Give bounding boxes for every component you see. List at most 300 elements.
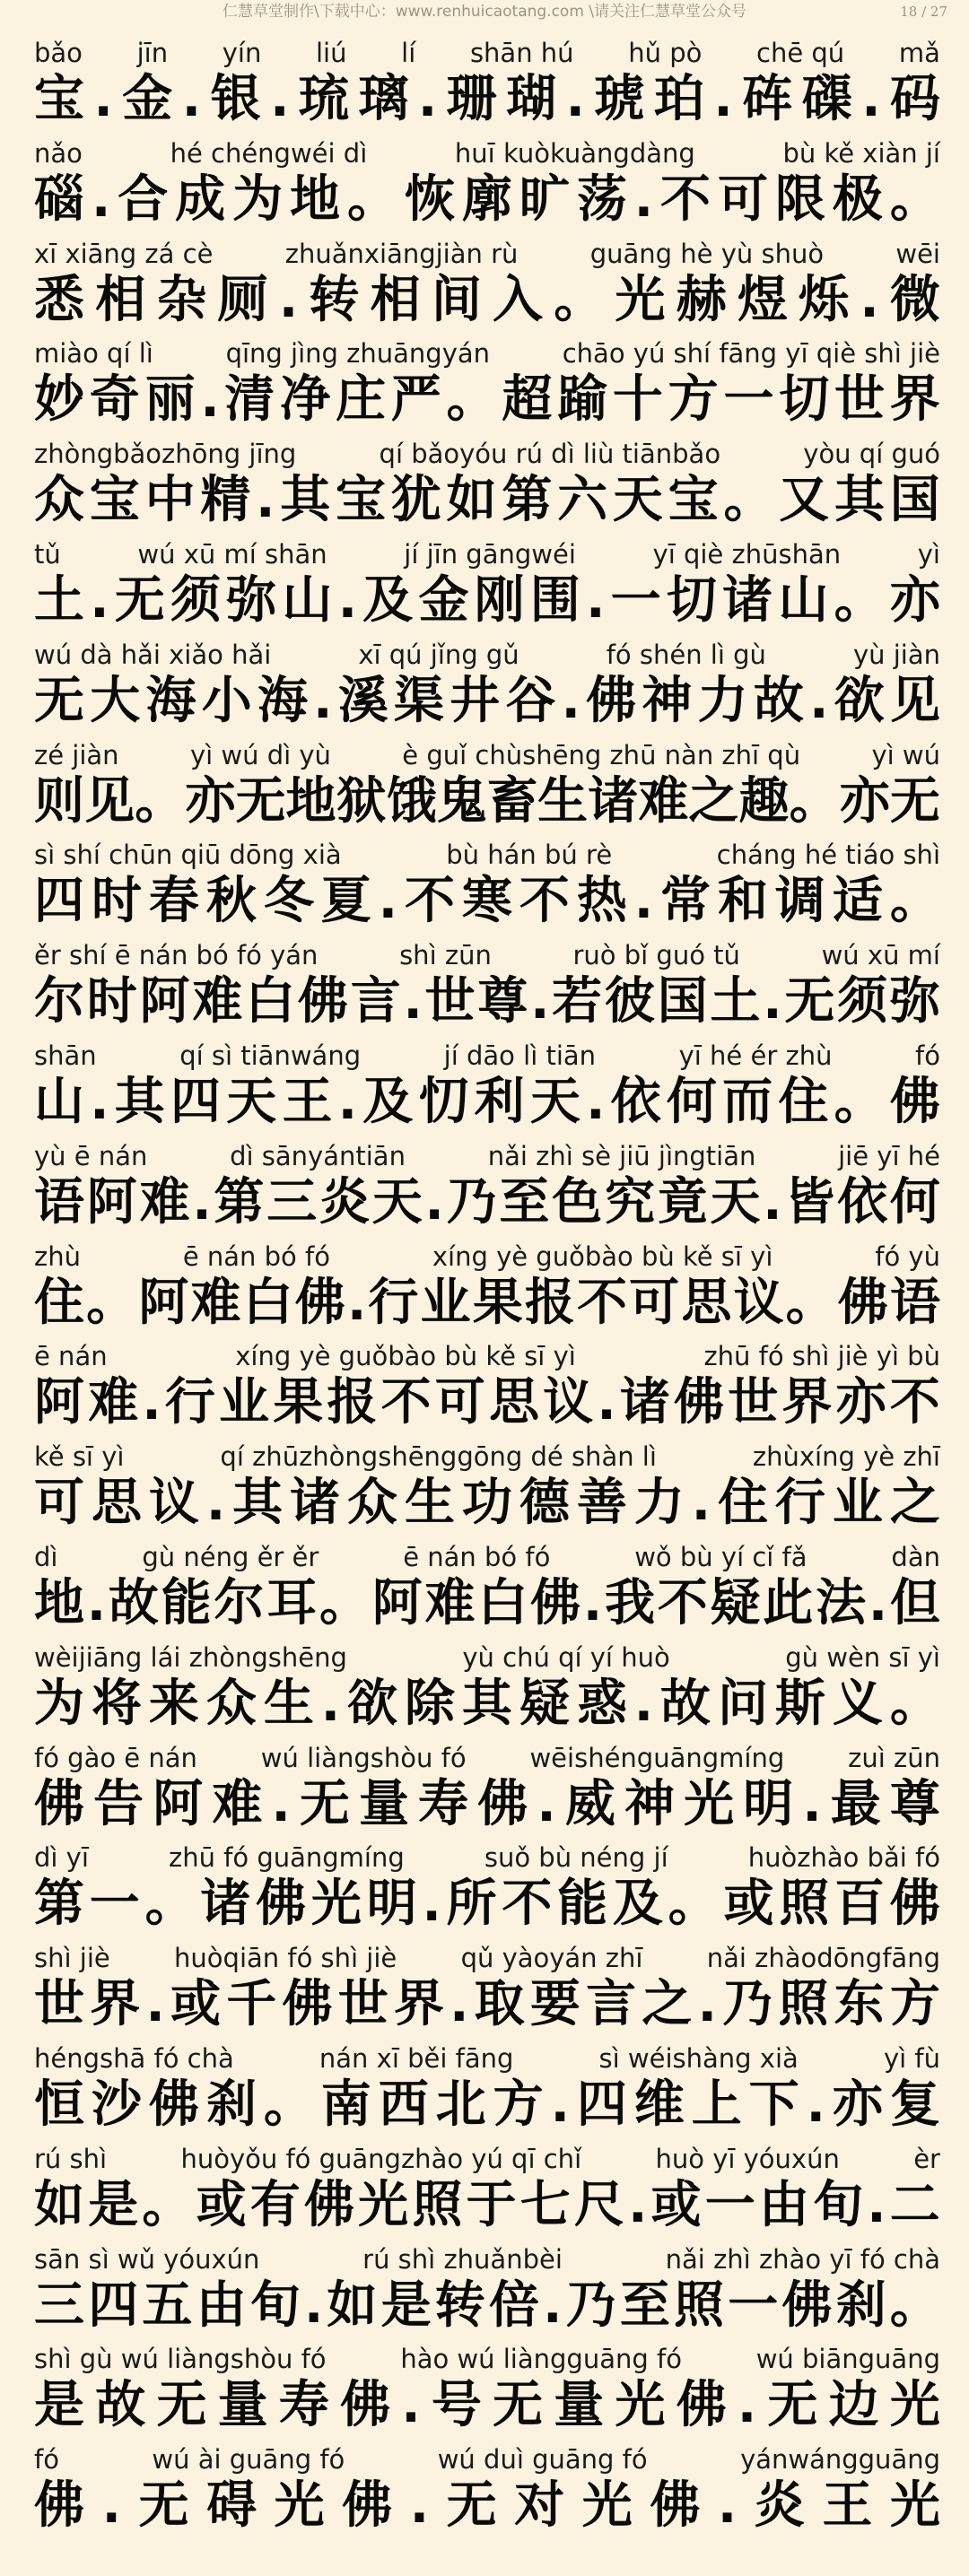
hanzi-char: 佛 bbox=[340, 2376, 391, 2435]
hanzi-char: 边 bbox=[828, 2376, 879, 2435]
hanzi-char: 疑 bbox=[519, 1674, 570, 1733]
pinyin-group: huī kuòkuàngdàng bbox=[454, 137, 695, 169]
hanzi-char: 极 bbox=[832, 170, 883, 229]
hanzi-char: 。 bbox=[446, 370, 497, 430]
pinyin-group: chāo yú shí fāng yī qiè shì jiè bbox=[562, 338, 940, 370]
hanzi-char: 见 bbox=[84, 771, 135, 831]
pinyin-group: zuì zūn bbox=[848, 1742, 940, 1773]
hanzi-char: 众 bbox=[34, 471, 84, 530]
hanzi-char: 寒 bbox=[461, 872, 512, 931]
hanzi-char: . bbox=[691, 1474, 711, 1533]
hanzi-char: 一 bbox=[704, 2175, 755, 2234]
hanzi-char: 超 bbox=[502, 370, 553, 430]
pinyin-group: yù ē nán bbox=[34, 1140, 148, 1171]
text-line bbox=[34, 1039, 940, 1139]
hanzi-char: 白 bbox=[245, 972, 296, 1031]
hanzi-char: 不 bbox=[404, 872, 455, 931]
hanzi-char: 阿 bbox=[34, 1373, 84, 1432]
pinyin-group: yì wú dì yù bbox=[189, 739, 331, 770]
hanzi-char: 阿 bbox=[138, 1273, 189, 1332]
hanzi-char: 或 bbox=[650, 2175, 702, 2234]
text-line bbox=[34, 1240, 940, 1340]
hanzi-char: 三 bbox=[266, 1172, 318, 1231]
hanzi-char: 琥 bbox=[594, 70, 645, 128]
hanzi-char: 无 bbox=[299, 1774, 350, 1833]
hanzi-char: 界 bbox=[781, 1373, 833, 1432]
pinyin-group: dì bbox=[34, 1541, 58, 1572]
hanzi-char: 热 bbox=[576, 872, 627, 931]
hanzi-char: 。 bbox=[135, 771, 186, 831]
pinyin-row bbox=[34, 537, 940, 571]
hanzi-char: 寿 bbox=[418, 1774, 469, 1833]
hanzi-char: 生 bbox=[263, 1674, 314, 1733]
hanzi-char: 佛 bbox=[586, 671, 637, 730]
hanzi-char: 奇 bbox=[89, 370, 140, 430]
hanzi-char: 难 bbox=[139, 1172, 190, 1231]
hanzi-char: 最 bbox=[830, 1774, 881, 1833]
hanzi-char: 尊 bbox=[889, 1774, 940, 1833]
hanzi-char: . bbox=[867, 2175, 886, 2234]
pinyin-group: zé jiàn bbox=[34, 739, 119, 770]
pinyin-group: sān sì wǔ yóuxún bbox=[34, 2243, 260, 2275]
text-line bbox=[34, 638, 940, 738]
pinyin-group: nán xī běi fāng bbox=[319, 2042, 514, 2074]
pinyin-group: wú xū mí bbox=[821, 940, 940, 971]
text-line bbox=[34, 1640, 940, 1741]
pinyin-group: wú dà hǎi xiǎo hǎi bbox=[34, 639, 272, 670]
hanzi-char: 光 bbox=[889, 2376, 940, 2435]
hanzi-char: 微 bbox=[889, 270, 940, 329]
hanzi-char: 方 bbox=[889, 1975, 940, 2034]
text-line bbox=[34, 437, 940, 537]
hanzi-char: 或 bbox=[170, 1975, 221, 2034]
hanzi-char: 时 bbox=[91, 872, 142, 931]
hanzi-char: 佛 bbox=[342, 2476, 393, 2536]
hanzi-char: 佛 bbox=[477, 1774, 528, 1833]
hanzi-char: 畜 bbox=[486, 771, 537, 831]
hanzi-char: . bbox=[93, 70, 113, 128]
pinyin-group: hǔ pò bbox=[628, 38, 703, 68]
hanzi-char: . bbox=[543, 2276, 563, 2335]
hanzi-char: 。 bbox=[889, 170, 940, 229]
hanzi-char: 又 bbox=[779, 471, 830, 530]
hanzi-char: 我 bbox=[604, 1573, 655, 1632]
pinyin-group: wú biānguāng bbox=[755, 2344, 940, 2375]
hanzi-char: 恒 bbox=[34, 2075, 84, 2134]
hanzi-row bbox=[34, 571, 940, 631]
pinyin-group: qí zhūzhòngshēnggōng dé shàn lì bbox=[220, 1441, 657, 1473]
hanzi-char: 恢 bbox=[404, 170, 455, 229]
hanzi-char: 其 bbox=[280, 471, 331, 530]
hanzi-char: 七 bbox=[519, 2175, 571, 2234]
hanzi-row bbox=[34, 170, 940, 230]
pinyin-group: jí jīn gāngwéi bbox=[404, 538, 576, 570]
header-title: 仁慧草堂制作\下载中心：www.renhuicaotang.com \请关注仁慧草堂公众号 bbox=[222, 3, 747, 21]
pinyin-group: liú bbox=[316, 38, 347, 68]
hanzi-char: 斯 bbox=[774, 1674, 825, 1733]
hanzi-char: 量 bbox=[359, 1774, 410, 1833]
hanzi-char: . bbox=[256, 471, 275, 530]
hanzi-char: . bbox=[403, 972, 423, 1031]
pinyin-group: fó bbox=[34, 2444, 59, 2476]
hanzi-char: 。 bbox=[668, 1875, 719, 1934]
hanzi-char: 义 bbox=[832, 1674, 883, 1733]
hanzi-char: 无 bbox=[889, 771, 940, 831]
hanzi-char: 佛 bbox=[34, 2476, 84, 2536]
hanzi-char: 无 bbox=[767, 2376, 818, 2435]
hanzi-char: 何 bbox=[666, 1072, 717, 1131]
hanzi-char: 之 bbox=[688, 771, 739, 831]
hanzi-row bbox=[34, 972, 940, 1031]
hanzi-char: 金 bbox=[122, 70, 173, 128]
hanzi-char: 忉 bbox=[418, 1072, 469, 1131]
hanzi-char: 无 bbox=[235, 771, 286, 831]
hanzi-char: 光 bbox=[581, 2476, 633, 2536]
hanzi-char: 一 bbox=[723, 370, 774, 430]
text-line bbox=[34, 1440, 940, 1540]
hanzi-char: 时 bbox=[86, 972, 137, 1031]
hanzi-row bbox=[34, 1073, 940, 1132]
hanzi-char: 。 bbox=[834, 570, 885, 630]
hanzi-char: 。 bbox=[263, 2075, 314, 2134]
hanzi-char: 无 bbox=[34, 671, 84, 730]
hanzi-char: 佛 bbox=[148, 2075, 199, 2134]
hanzi-char: 尺 bbox=[573, 2175, 624, 2234]
hanzi-char: 亦 bbox=[839, 771, 890, 831]
pinyin-group: ruò bǐ guó tǔ bbox=[572, 940, 740, 971]
hanzi-char: 。 bbox=[554, 270, 605, 329]
hanzi-char: 语 bbox=[889, 1273, 940, 1332]
hanzi-char: 成 bbox=[175, 170, 226, 229]
hanzi-char: 东 bbox=[834, 1975, 885, 2034]
hanzi-char: 竟 bbox=[657, 1172, 708, 1231]
hanzi-char: 告 bbox=[93, 1774, 144, 1833]
hanzi-char: 法 bbox=[816, 1573, 867, 1632]
hanzi-row bbox=[34, 2376, 940, 2435]
hanzi-char: . bbox=[597, 1373, 616, 1432]
pinyin-group: yì fù bbox=[883, 2042, 940, 2074]
hanzi-char: 佛 bbox=[781, 2276, 833, 2335]
hanzi-char: 光 bbox=[615, 2376, 666, 2435]
hanzi-char: 见 bbox=[889, 671, 940, 730]
hanzi-char: 取 bbox=[474, 1975, 525, 2034]
hanzi-char: 小 bbox=[201, 671, 252, 730]
hanzi-char: 围 bbox=[529, 570, 581, 630]
hanzi-char: . bbox=[763, 972, 782, 1031]
hanzi-char: . bbox=[200, 370, 220, 430]
text-line bbox=[34, 738, 940, 839]
hanzi-char: 王 bbox=[822, 2476, 873, 2536]
hanzi-char: 界 bbox=[889, 370, 940, 430]
pinyin-row bbox=[34, 738, 940, 772]
hanzi-char: 业 bbox=[219, 1373, 270, 1432]
pinyin-group: qí bǎoyóu rú dì liù tiānbǎo bbox=[379, 439, 721, 470]
hanzi-char: 无 bbox=[138, 2476, 189, 2536]
hanzi-char: 寿 bbox=[278, 2376, 329, 2435]
pinyin-group: shì gù wú liàngshòu fó bbox=[34, 2344, 327, 2375]
hanzi-char: 议 bbox=[148, 1474, 199, 1533]
hanzi-row bbox=[34, 471, 940, 530]
hanzi-char: 报 bbox=[327, 1373, 378, 1432]
hanzi-char: 地 bbox=[285, 771, 336, 831]
hanzi-char: 照 bbox=[412, 2175, 463, 2234]
hanzi-char: 德 bbox=[519, 1474, 570, 1533]
hanzi-char: 皆 bbox=[784, 1172, 835, 1231]
hanzi-char: 世 bbox=[728, 1373, 779, 1432]
hanzi-char: 照 bbox=[778, 1975, 829, 2034]
text-line bbox=[34, 1339, 940, 1440]
hanzi-char: 其 bbox=[114, 1072, 165, 1131]
hanzi-char: 碯 bbox=[34, 170, 84, 229]
hanzi-char: 。 bbox=[889, 1674, 940, 1733]
hanzi-char: 思 bbox=[681, 1273, 732, 1332]
pinyin-group: sì shí chūn qiū dōng xià bbox=[34, 840, 342, 871]
hanzi-row bbox=[34, 2276, 940, 2336]
hanzi-char: 疑 bbox=[710, 1573, 761, 1632]
hanzi-char: 其 bbox=[461, 1674, 512, 1733]
hanzi-char: 严 bbox=[390, 370, 441, 430]
pinyin-group: suǒ bù néng jí bbox=[484, 1842, 668, 1874]
pinyin-row bbox=[34, 1240, 940, 1274]
hanzi-char: 行 bbox=[164, 1373, 215, 1432]
hanzi-char: 利 bbox=[474, 1072, 525, 1131]
hanzi-char: 璃 bbox=[358, 70, 409, 128]
hanzi-char: . bbox=[537, 1774, 556, 1833]
hanzi-char: . bbox=[320, 1674, 341, 1733]
hanzi-char: 瑚 bbox=[506, 70, 557, 128]
hanzi-char: 宝 bbox=[668, 471, 719, 530]
pinyin-group: rú shì bbox=[34, 2143, 108, 2174]
hanzi-char: 阿 bbox=[86, 1172, 137, 1231]
hanzi-char: 四 bbox=[34, 872, 84, 931]
hanzi-char: 所 bbox=[446, 1875, 497, 1934]
pinyin-group: yín bbox=[222, 38, 262, 68]
hanzi-char: 照 bbox=[779, 1875, 830, 1934]
hanzi-char: . bbox=[806, 2075, 825, 2134]
hanzi-char: 有 bbox=[249, 2175, 301, 2234]
hanzi-char: 乃 bbox=[446, 1172, 497, 1231]
pinyin-group: cháng hé tiáo shì bbox=[716, 840, 940, 871]
pinyin-group: xī xiāng zá cè bbox=[34, 238, 214, 269]
hanzi-char: 威 bbox=[564, 1774, 615, 1833]
hanzi-char: . bbox=[586, 1072, 606, 1131]
hanzi-char: 照 bbox=[674, 2276, 724, 2335]
hanzi-char: . bbox=[550, 2075, 570, 2134]
hanzi-char: 方 bbox=[493, 2075, 544, 2134]
hanzi-char: 间 bbox=[431, 270, 482, 329]
hanzi-char: 山 bbox=[282, 570, 333, 630]
hanzi-char: 趣 bbox=[738, 771, 790, 831]
pinyin-group: zhuǎnxiāngjiàn rù bbox=[284, 238, 519, 269]
pinyin-group: èr bbox=[913, 2143, 940, 2174]
hanzi-char: 界 bbox=[393, 1975, 444, 2034]
hanzi-char: 依 bbox=[837, 1172, 888, 1231]
hanzi-char: 为 bbox=[232, 170, 284, 229]
hanzi-char: 山 bbox=[778, 570, 829, 630]
hanzi-char: 六 bbox=[557, 471, 608, 530]
hanzi-row bbox=[34, 370, 940, 430]
hanzi-char: 佛 bbox=[889, 1875, 940, 1934]
hanzi-char: 及 bbox=[362, 1072, 414, 1131]
hanzi-char: . bbox=[271, 1774, 291, 1833]
hanzi-char: 佛 bbox=[294, 1273, 345, 1332]
pinyin-row bbox=[34, 237, 940, 271]
hanzi-char: . bbox=[90, 1072, 109, 1131]
hanzi-char: 码 bbox=[889, 70, 940, 128]
pinyin-group: yī hé ér zhù bbox=[678, 1040, 833, 1071]
hanzi-char: 踰 bbox=[557, 370, 608, 430]
hanzi-char: 欲 bbox=[834, 671, 885, 730]
hanzi-char: 至 bbox=[619, 2276, 670, 2335]
hanzi-char: 旷 bbox=[519, 170, 570, 229]
hanzi-char: 百 bbox=[834, 1875, 885, 1934]
hanzi-char: 弥 bbox=[226, 570, 277, 630]
hanzi-char: 。 bbox=[785, 1273, 836, 1332]
hanzi-char: 或 bbox=[196, 2175, 247, 2234]
hanzi-char: 语 bbox=[34, 1172, 84, 1231]
hanzi-char: 依 bbox=[610, 1072, 661, 1131]
hanzi-char: 佛 bbox=[676, 2376, 727, 2435]
pinyin-row bbox=[34, 1540, 940, 1574]
hanzi-char: 无 bbox=[156, 2376, 207, 2435]
hanzi-char: 可 bbox=[629, 1273, 680, 1332]
hanzi-char: . bbox=[422, 1875, 441, 1934]
pinyin-group: wēi bbox=[895, 238, 940, 269]
pinyin-group: shān hú bbox=[469, 38, 574, 68]
pinyin-group: jīn bbox=[136, 38, 169, 68]
hanzi-char: 住 bbox=[717, 1474, 768, 1533]
hanzi-char: 春 bbox=[148, 872, 199, 931]
hanzi-char: 西 bbox=[378, 2075, 429, 2134]
hanzi-char: 无 bbox=[784, 972, 835, 1031]
hanzi-row bbox=[34, 1574, 940, 1633]
hanzi-row bbox=[34, 1675, 940, 1734]
hanzi-char: 转 bbox=[309, 270, 360, 329]
hanzi-char: 佛 bbox=[303, 2175, 354, 2234]
pinyin-group: yòu qí guó bbox=[803, 439, 940, 470]
hanzi-char: 可 bbox=[34, 1474, 84, 1533]
hanzi-char: . bbox=[346, 1273, 367, 1332]
pinyin-group: è guǐ chùshēng zhū nàn zhī qù bbox=[402, 739, 801, 770]
hanzi-char: 若 bbox=[552, 972, 603, 1031]
hanzi-char: 不 bbox=[519, 872, 570, 931]
hanzi-char: 明 bbox=[366, 1875, 417, 1934]
hanzi-char: 鬼 bbox=[436, 771, 487, 831]
hanzi-row bbox=[34, 772, 940, 831]
hanzi-char: 切 bbox=[666, 570, 717, 630]
hanzi-char: 天 bbox=[529, 1072, 581, 1131]
hanzi-char: 神 bbox=[624, 1774, 675, 1833]
hanzi-row bbox=[34, 672, 940, 731]
hanzi-char: 但 bbox=[889, 1573, 940, 1632]
pinyin-row bbox=[34, 2342, 940, 2376]
hanzi-char: 思 bbox=[488, 1373, 539, 1432]
hanzi-char: 净 bbox=[280, 370, 331, 430]
pinyin-group: wēishénguāngmíng bbox=[529, 1742, 785, 1773]
hanzi-char: 佛 bbox=[256, 1875, 307, 1934]
hanzi-char: 议 bbox=[543, 1373, 594, 1432]
hanzi-row bbox=[34, 1274, 940, 1333]
hanzi-char: 生 bbox=[404, 1474, 455, 1533]
pinyin-group: huò yī yóuxún bbox=[655, 2143, 840, 2174]
pinyin-row bbox=[34, 1339, 940, 1373]
hanzi-char: 一 bbox=[89, 1875, 140, 1934]
text-line bbox=[34, 838, 940, 938]
hanzi-char: 阿 bbox=[153, 1774, 204, 1833]
pinyin-group: zhū fó shì jiè yì bù bbox=[703, 1341, 940, 1372]
hanzi-char: 谷 bbox=[505, 671, 556, 730]
hanzi-char: 北 bbox=[435, 2075, 486, 2134]
pinyin-group: héngshā fó chà bbox=[34, 2042, 234, 2074]
hanzi-char: 是 bbox=[88, 2175, 139, 2234]
hanzi-char: 由 bbox=[196, 2276, 247, 2335]
hanzi-row bbox=[34, 271, 940, 330]
pinyin-row bbox=[34, 1640, 940, 1675]
pinyin-group: fó gào ē nán bbox=[34, 1742, 197, 1773]
pinyin-group: rú shì zhuǎnbèi bbox=[362, 2243, 563, 2275]
hanzi-char: . bbox=[860, 270, 879, 329]
hanzi-char: 则 bbox=[34, 771, 84, 831]
hanzi-char: 来 bbox=[148, 1674, 199, 1733]
hanzi-char: 王 bbox=[282, 1072, 333, 1131]
hanzi-char: 佛 bbox=[297, 972, 348, 1031]
hanzi-char: 佛 bbox=[889, 1072, 940, 1131]
hanzi-char: 冬 bbox=[263, 872, 314, 931]
hanzi-char: 住 bbox=[778, 1072, 829, 1131]
hanzi-char: . bbox=[337, 570, 357, 630]
hanzi-char: 十 bbox=[612, 370, 663, 430]
page-number: 18 / 27 bbox=[900, 4, 947, 20]
hanzi-char: 相 bbox=[95, 270, 146, 329]
hanzi-row bbox=[34, 2176, 940, 2235]
hanzi-char: 磲 bbox=[801, 70, 852, 128]
hanzi-char: 四 bbox=[576, 2075, 627, 2134]
hanzi-char: 彼 bbox=[604, 972, 655, 1031]
hanzi-char: . bbox=[737, 2376, 757, 2435]
hanzi-char: 不 bbox=[502, 1875, 553, 1934]
hanzi-char: 乃 bbox=[565, 2276, 616, 2335]
pinyin-group: wú duì guāng fó bbox=[437, 2444, 648, 2476]
text-line bbox=[34, 2041, 940, 2142]
text-line bbox=[34, 1941, 940, 2041]
hanzi-char: 合 bbox=[118, 170, 169, 229]
hanzi-char: 溪 bbox=[337, 671, 388, 730]
hanzi-char: 行 bbox=[368, 1273, 419, 1332]
hanzi-char: 须 bbox=[170, 570, 221, 630]
hanzi-char: . bbox=[378, 872, 397, 931]
hanzi-char: 。 bbox=[889, 2276, 940, 2335]
hanzi-char: 行 bbox=[774, 1474, 825, 1533]
pinyin-row bbox=[34, 2041, 940, 2076]
pinyin-row bbox=[34, 1039, 940, 1073]
hanzi-char: 其 bbox=[232, 1474, 284, 1533]
pinyin-group: yī qiè zhūshān bbox=[652, 538, 842, 570]
pinyin-row bbox=[34, 938, 940, 972]
hanzi-char: 无 bbox=[493, 2376, 544, 2435]
hanzi-char: 一 bbox=[728, 2276, 779, 2335]
hanzi-char: 渠 bbox=[393, 671, 444, 730]
hanzi-char: 光 bbox=[274, 2476, 325, 2536]
hanzi-char: 而 bbox=[722, 1072, 773, 1131]
pinyin-group: yù chú qí yí huò bbox=[462, 1641, 670, 1673]
pinyin-group: dàn bbox=[891, 1541, 940, 1572]
hanzi-char: 白 bbox=[242, 1273, 293, 1332]
hanzi-char: 炎 bbox=[754, 2476, 805, 2536]
hanzi-char: 宝 bbox=[89, 471, 140, 530]
pinyin-group: ē nán bó fó bbox=[403, 1541, 551, 1572]
pinyin-group: wú liàngshòu fó bbox=[260, 1742, 467, 1773]
hanzi-char: 能 bbox=[161, 1573, 212, 1632]
